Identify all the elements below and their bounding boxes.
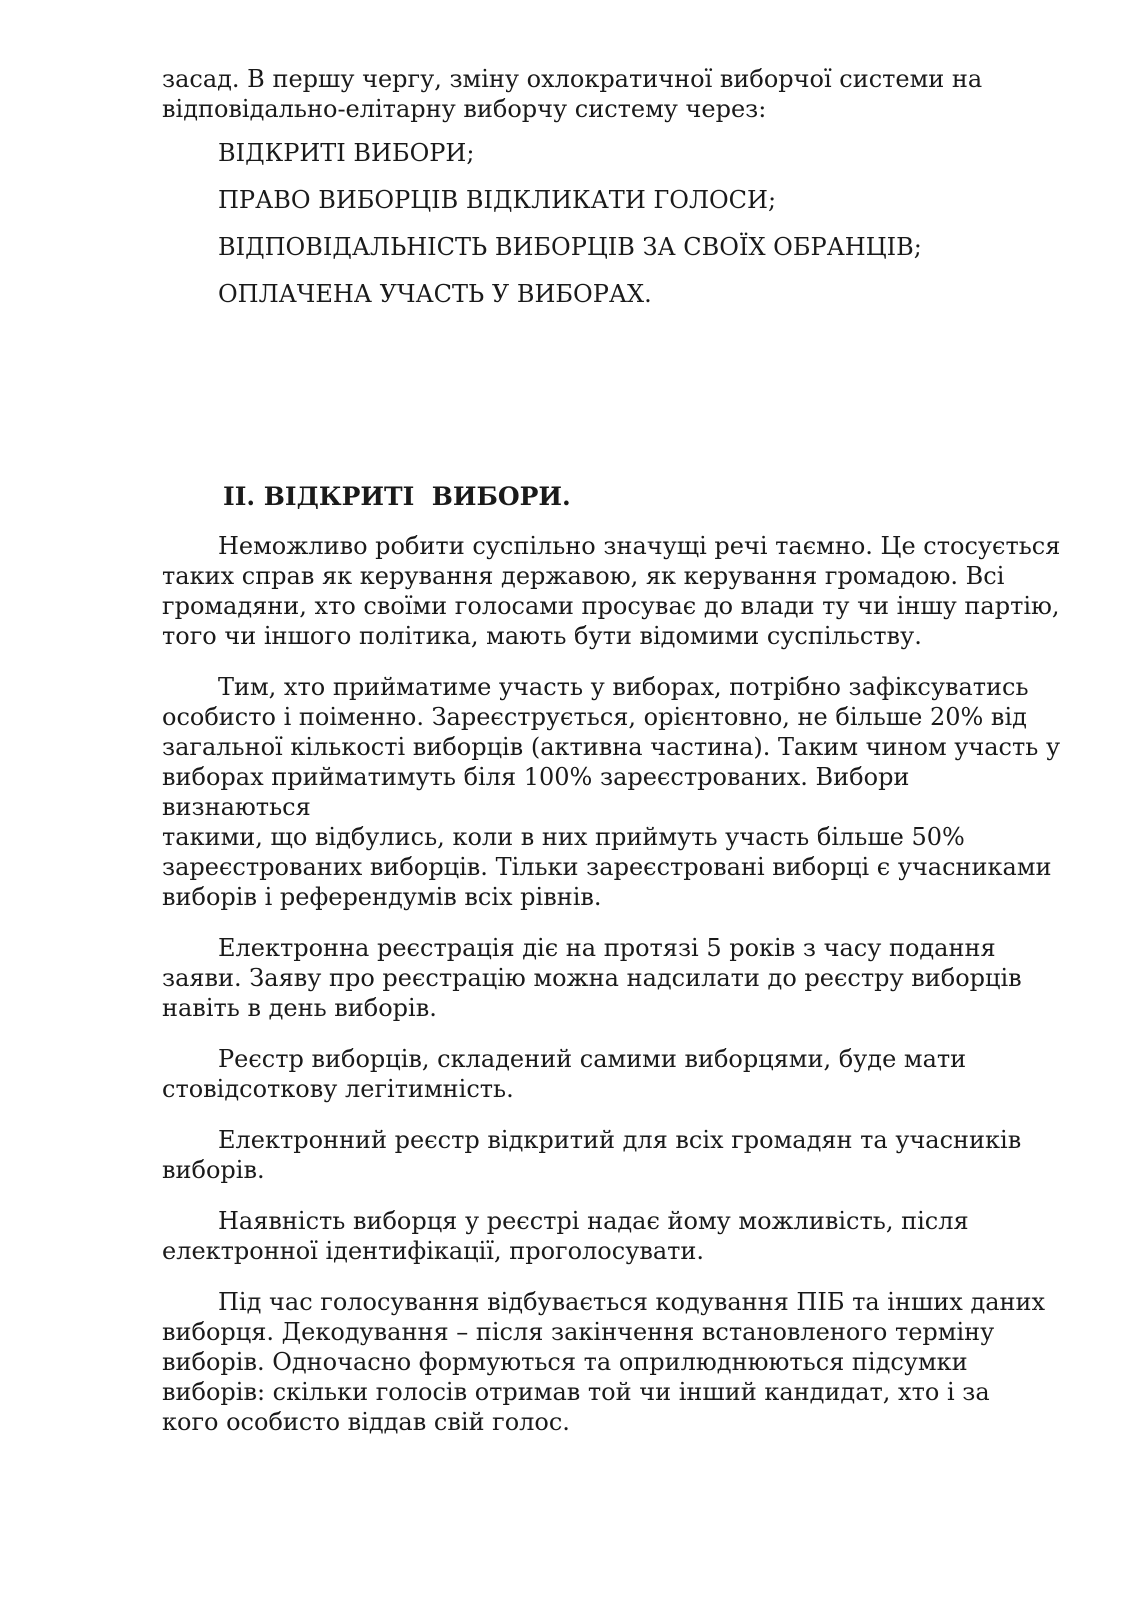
principles-list [162,138,1062,309]
intro-line: відповідально-елітарну виборчу систему через: [162,95,767,123]
paragraph: Реєстр виборців, складений самими виборцями, буде мати стовідсоткову легітимність. [162,1045,967,1103]
list-item: ПРАВО ВИБОРЦІВ ВІДКЛИКАТИ ГОЛОСИ; [218,186,777,214]
paragraph: Неможливо робити суспільно значущі речі таємно. Це стосується таких справ як керування державою, як керування громадою. Всі громадяни, хто своїми голосами просуває до влади ту чи іншу партію, того чи іншого політика, мають бути відомими суспільству. [162,532,1061,650]
paragraph: Тим, хто прийматиме участь у виборах, потрібно зафіксуватись особисто і поіменно. Зареєструється, орієнтовно, не більше 20% від загальної кількості виборців (активна частина). Таким чином участь у виборах прийматимуть біля 100% зареєстрованих. Вибори визнаються такими, що відбулись, коли в них приймуть участь більше 50% зареєстрованих виборців. Тільки зареєстровані виборці є учасниками виборів і референдумів всіх рівнів. [162,673,1061,911]
paragraph: Електронний реєстр відкритий для всіх громадян та учасників виборів. [162,1126,1022,1184]
section-body [162,531,1062,1458]
paragraph: Під час голосування відбувається кодування ПІБ та інших даних виборця. Декодування – після закінчення встановленого терміну виборів. Одночасно формуються та оприлюднюються підсумки виборів: скільки голосів отримав той чи інший кандидат, хто і за кого особисто віддав свій голос. [162,1288,1046,1436]
paragraph: Наявність виборця у реєстрі надає йому можливість, після електронної ідентифікації, проголосувати. [162,1207,969,1265]
intro-line: засад. В першу чергу, зміну охлократичної виборчої системи на [162,65,983,93]
intro-block [162,64,1062,326]
section-heading: ІІ. ВІДКРИТІ ВИБОРИ. [223,482,571,511]
list-item: ВІДПОВІДАЛЬНІСТЬ ВИБОРЦІВ ЗА СВОЇХ ОБРАНЦІВ; [218,233,922,261]
paragraph: Електронна реєстрація діє на протязі 5 років з часу подання заяви. Заяву про реєстрацію можна надсилати до реєстру виборців навіть в день виборів. [162,934,1022,1022]
list-item: ОПЛАЧЕНА УЧАСТЬ У ВИБОРАХ. [218,280,652,308]
intro-paragraph [162,64,1062,124]
list-item: ВІДКРИТІ ВИБОРИ; [218,139,475,167]
